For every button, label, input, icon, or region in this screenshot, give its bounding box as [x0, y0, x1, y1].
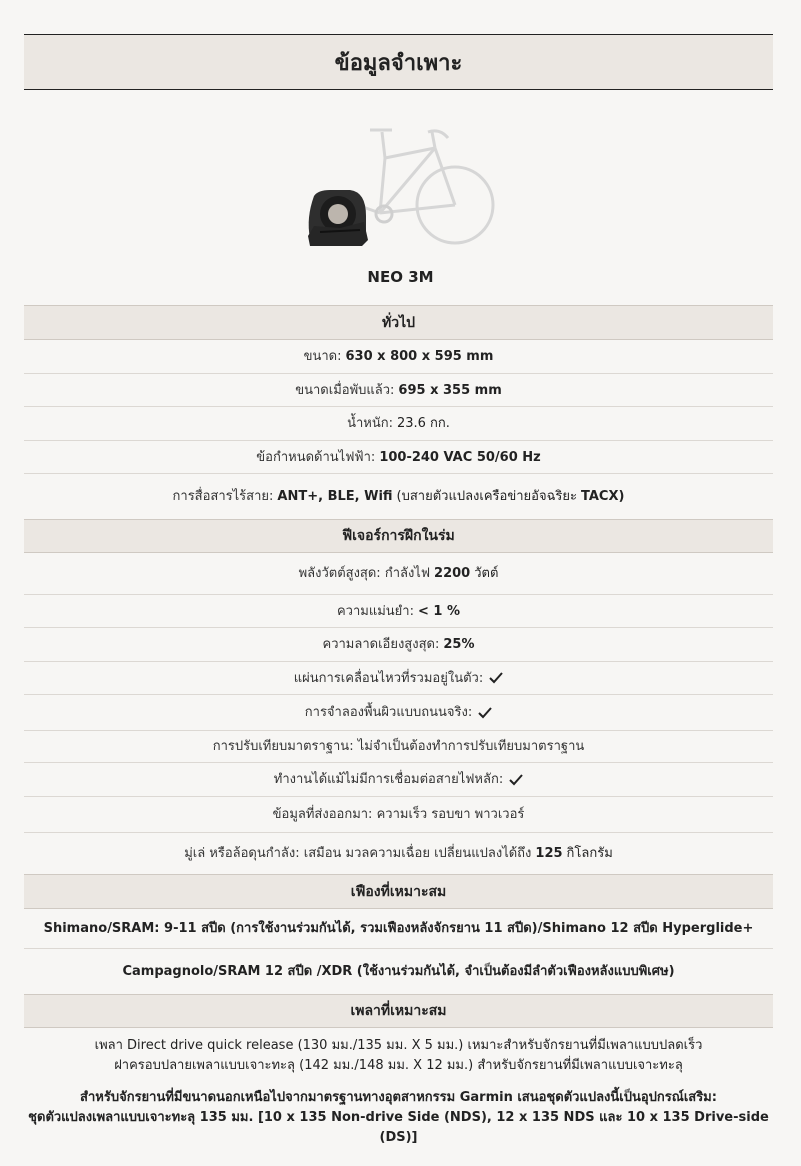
- spec-value: 100-240 VAC 50/60 Hz: [379, 449, 541, 465]
- product-name: NEO 3M: [367, 268, 434, 286]
- axle-note-line: ชุดตัวแปลงเพลาแบบเจาะทะลุ 135 มม. [10 x 135 Non-drive Side (NDS), 12 x 135 NDS และ 10 x 135 Drive-side (DS)]: [28, 1110, 769, 1145]
- spec-label: การจำลองพื้นผิวแบบถนนจริง:: [304, 705, 473, 720]
- spec-label: การสื่อสารไร้สาย:: [172, 489, 274, 504]
- spec-label: ข้อมูลที่ส่งออกมา: ความเร็ว รอบขา พาวเวอร์: [272, 807, 525, 822]
- check-icon: [509, 774, 523, 786]
- spec-value: 630 x 800 x 595 mm: [345, 349, 494, 364]
- spec-label: การปรับเทียบมาตราฐาน: ไม่จำเป็นต้องทำการปรับเทียบมาตราฐาน: [212, 739, 585, 754]
- spec-row-motion-plates: [24, 662, 773, 695]
- spec-row-road-feel: [24, 695, 773, 731]
- spec-row-max-incline: [24, 628, 773, 662]
- spec-row-flywheel: [24, 833, 773, 874]
- trainer-bike-image: [300, 118, 500, 256]
- section-heading-general: ทั่วไป: [24, 305, 773, 340]
- spec-row-axles: [24, 1028, 773, 1148]
- check-icon: [489, 672, 503, 684]
- spec-value: < 1 %: [417, 603, 460, 619]
- spec-label: แผ่นการเคลื่อนไหวที่รวมอยู่ในตัว:: [293, 670, 484, 686]
- spec-value: ANT+, BLE, Wifi: [277, 489, 393, 504]
- axle-line: เพลา Direct drive quick release (130 มม./135 มม. X 5 มม.) เหมาะสำหรับจักรยานที่มีเพลาแบบปลดเร็ว: [94, 1038, 703, 1053]
- spec-row-weight: [24, 407, 773, 441]
- spec-row-no-power: [24, 763, 773, 797]
- spec-row-accuracy: [24, 595, 773, 628]
- spec-label: ทำงานได้แม้ไม่มีการเชื่อมต่อสายไฟหลัก:: [273, 772, 504, 787]
- spec-text: Campagnolo/SRAM 12 สปีด /XDR (ใช้งานร่วมกันได้, จำเป็นต้องมีลำตัวเฟืองหลังแบบพิเศษ): [122, 964, 675, 979]
- spec-label: ข้อกำหนดด้านไฟฟ้า:: [256, 449, 376, 465]
- axle-line: ฝาครอบปลายเพลาแบบเจาะทะลุ (142 มม./148 มม. X 12 มม.) สำหรับจักรยานที่มีเพลาแบบเจาะทะลุ: [114, 1058, 683, 1073]
- spec-row-folded-dimensions: [24, 374, 773, 407]
- spec-label: ขนาดเมื่อพับแล้ว:: [295, 382, 395, 398]
- spec-value: 125: [535, 846, 563, 861]
- spec-value: 2200: [434, 566, 471, 581]
- spec-suffix: กิโลกรัม: [566, 846, 613, 861]
- spec-row-shimano: [24, 909, 773, 949]
- spec-row-power-requirements: [24, 441, 773, 474]
- spec-label: น้ำหนัก:: [347, 416, 393, 431]
- spec-table: [24, 305, 773, 1148]
- section-heading-gears: เฟืองที่เหมาะสม: [24, 874, 773, 909]
- spec-label: ความแม่นยำ:: [336, 603, 414, 619]
- spec-row-max-power: [24, 553, 773, 595]
- section-heading-features: ฟีเจอร์การฝึกในร่ม: [24, 519, 773, 553]
- check-icon: [478, 707, 492, 719]
- section-heading-axles: เพลาที่เหมาะสม: [24, 994, 773, 1028]
- spec-row-wireless: [24, 474, 773, 519]
- spec-label: ความลาดเอียงสูงสุด:: [322, 637, 440, 652]
- spec-label: พลังวัตต์สูงสุด: กำลังไฟ: [298, 566, 431, 581]
- spec-suffix-bold: TACX): [581, 489, 625, 504]
- spec-row-campagnolo: [24, 949, 773, 994]
- spec-value: 23.6 กก.: [396, 416, 450, 431]
- spec-text: Shimano/SRAM: 9-11 สปีด (การใช้งานร่วมกันได้, รวมเฟืองหลังจักรยาน 11 สปีด)/Shimano 12 สปีด Hyperglide+: [43, 921, 754, 936]
- spec-row-dimensions: [24, 340, 773, 374]
- spec-suffix: (บสายตัวแปลงเครือข่ายอัจฉริยะ: [396, 489, 578, 504]
- page-title: ข้อมูลจำเพาะ: [24, 34, 773, 90]
- spec-label: มู่เล่ หรือล้อดุนกำลัง: เสมือน มวลความเฉื่อย เปลี่ยนแปลงได้ถึง: [184, 846, 532, 861]
- spec-value: 695 x 355 mm: [398, 382, 502, 398]
- spec-row-calibration: [24, 731, 773, 763]
- spec-label: ขนาด:: [303, 349, 342, 364]
- axle-note-line: สำหรับจักรยานที่มีขนาดนอกเหนือไปจากมาตรฐานทางอุตสาหกรรม Garmin เสนอชุดตัวแปลงนี้เป็นอุปกรณ์เสริม:: [80, 1090, 717, 1105]
- spec-suffix: วัตต์: [474, 566, 499, 581]
- spec-value: 25%: [443, 637, 475, 652]
- spec-row-data-output: [24, 797, 773, 833]
